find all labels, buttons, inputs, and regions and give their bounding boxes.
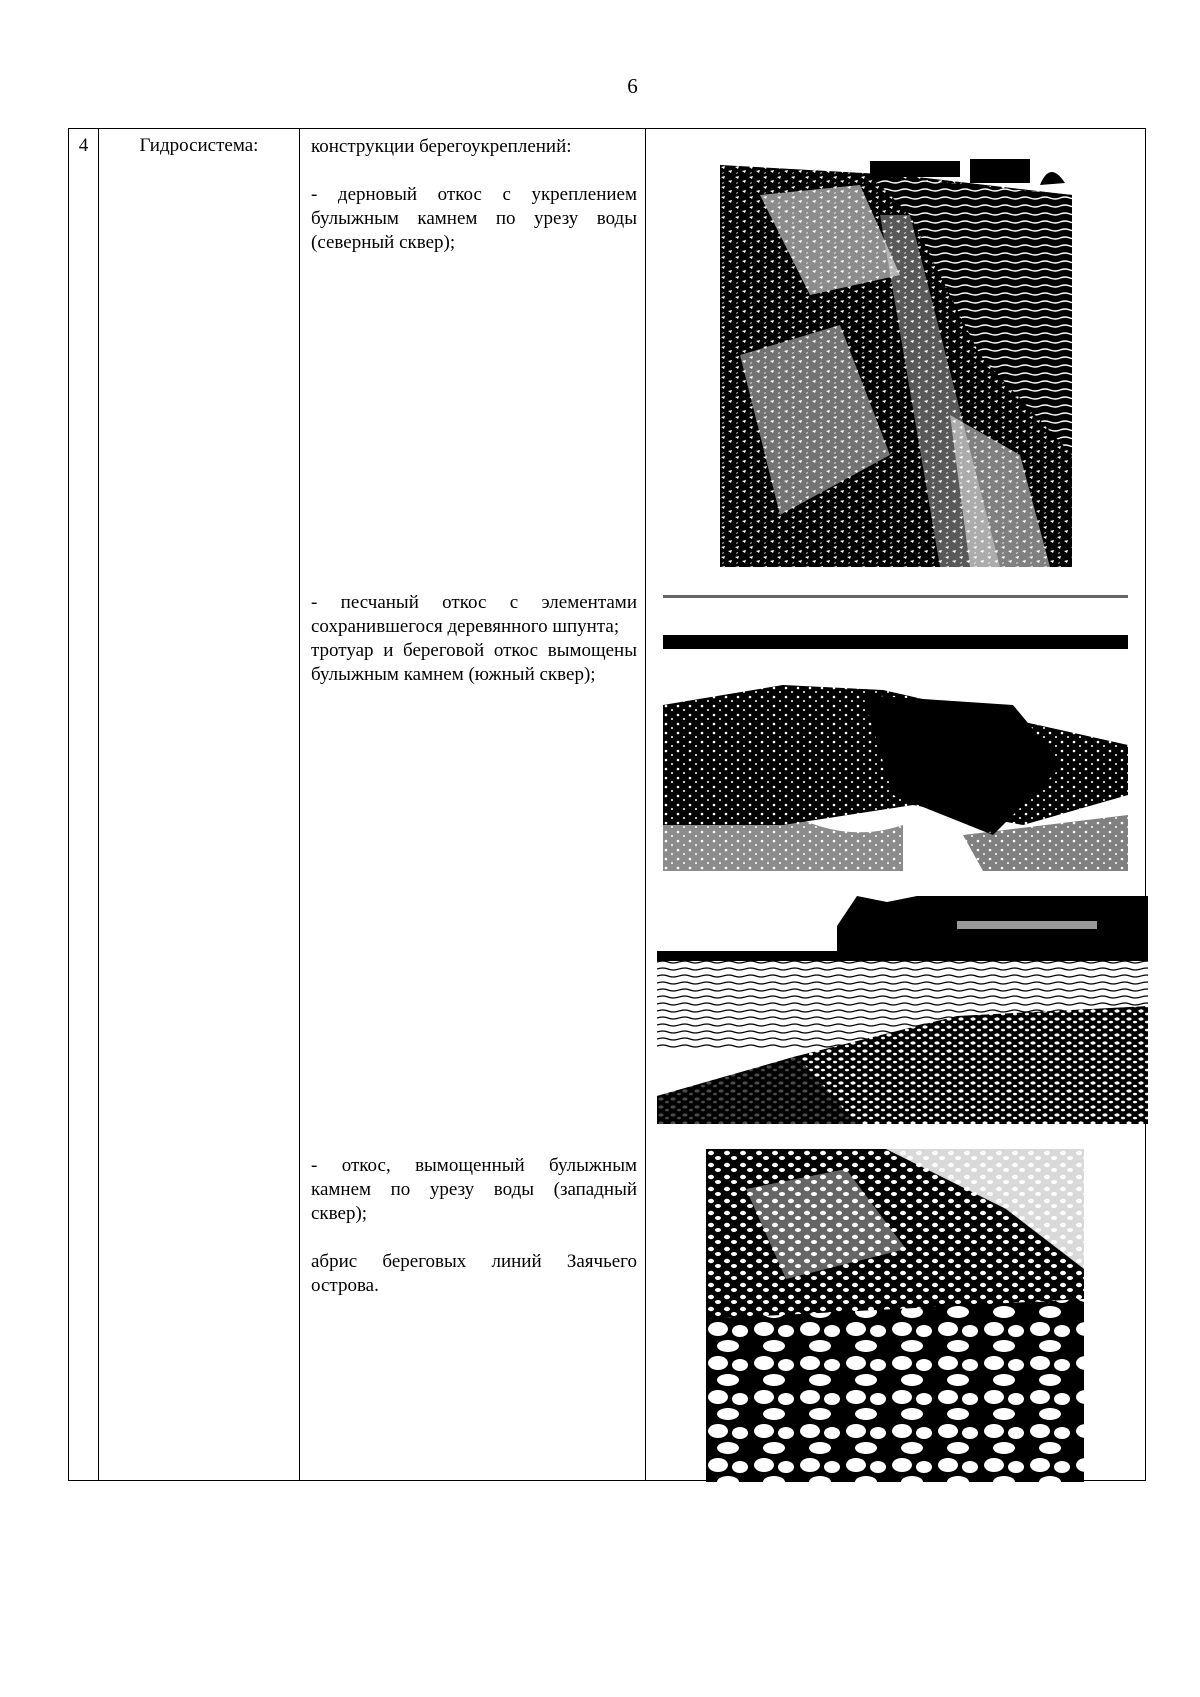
south-text-line-2: тротуар и береговой откос вымощены булыжным камнем (южный сквер); (311, 640, 637, 685)
west-text-line-1: - откос, вымощенный булыжным камнем по урезу воды (западный сквер); (311, 1155, 637, 1224)
column-divider (299, 129, 300, 1480)
photo-fortress-embankment (657, 896, 1148, 1124)
photo-cobblestone-slope-west (706, 1149, 1084, 1482)
column-divider (645, 129, 646, 1480)
column-divider (98, 129, 99, 1480)
north-square-text: - дерновый откос с укреплением булыжным камнем по урезу воды (северный сквер); (311, 184, 637, 253)
row-index: 4 (78, 135, 89, 156)
south-text-line-1: - песчаный откос с элементами сохранившегося деревянного шпунта; (311, 592, 637, 637)
photo-sand-slope-south (663, 595, 1128, 871)
intro-text: конструкции берегоукреплений: (311, 136, 572, 157)
row-name: Гидросистема: (139, 135, 259, 156)
south-square-text (311, 591, 637, 687)
heritage-table (68, 128, 1146, 1481)
west-text-line-2: абрис береговых линий Заячьего острова. (311, 1251, 637, 1296)
photo-grass-slope-north (720, 155, 1072, 567)
west-square-text (311, 1154, 637, 1298)
page-number: 6 (627, 74, 638, 98)
